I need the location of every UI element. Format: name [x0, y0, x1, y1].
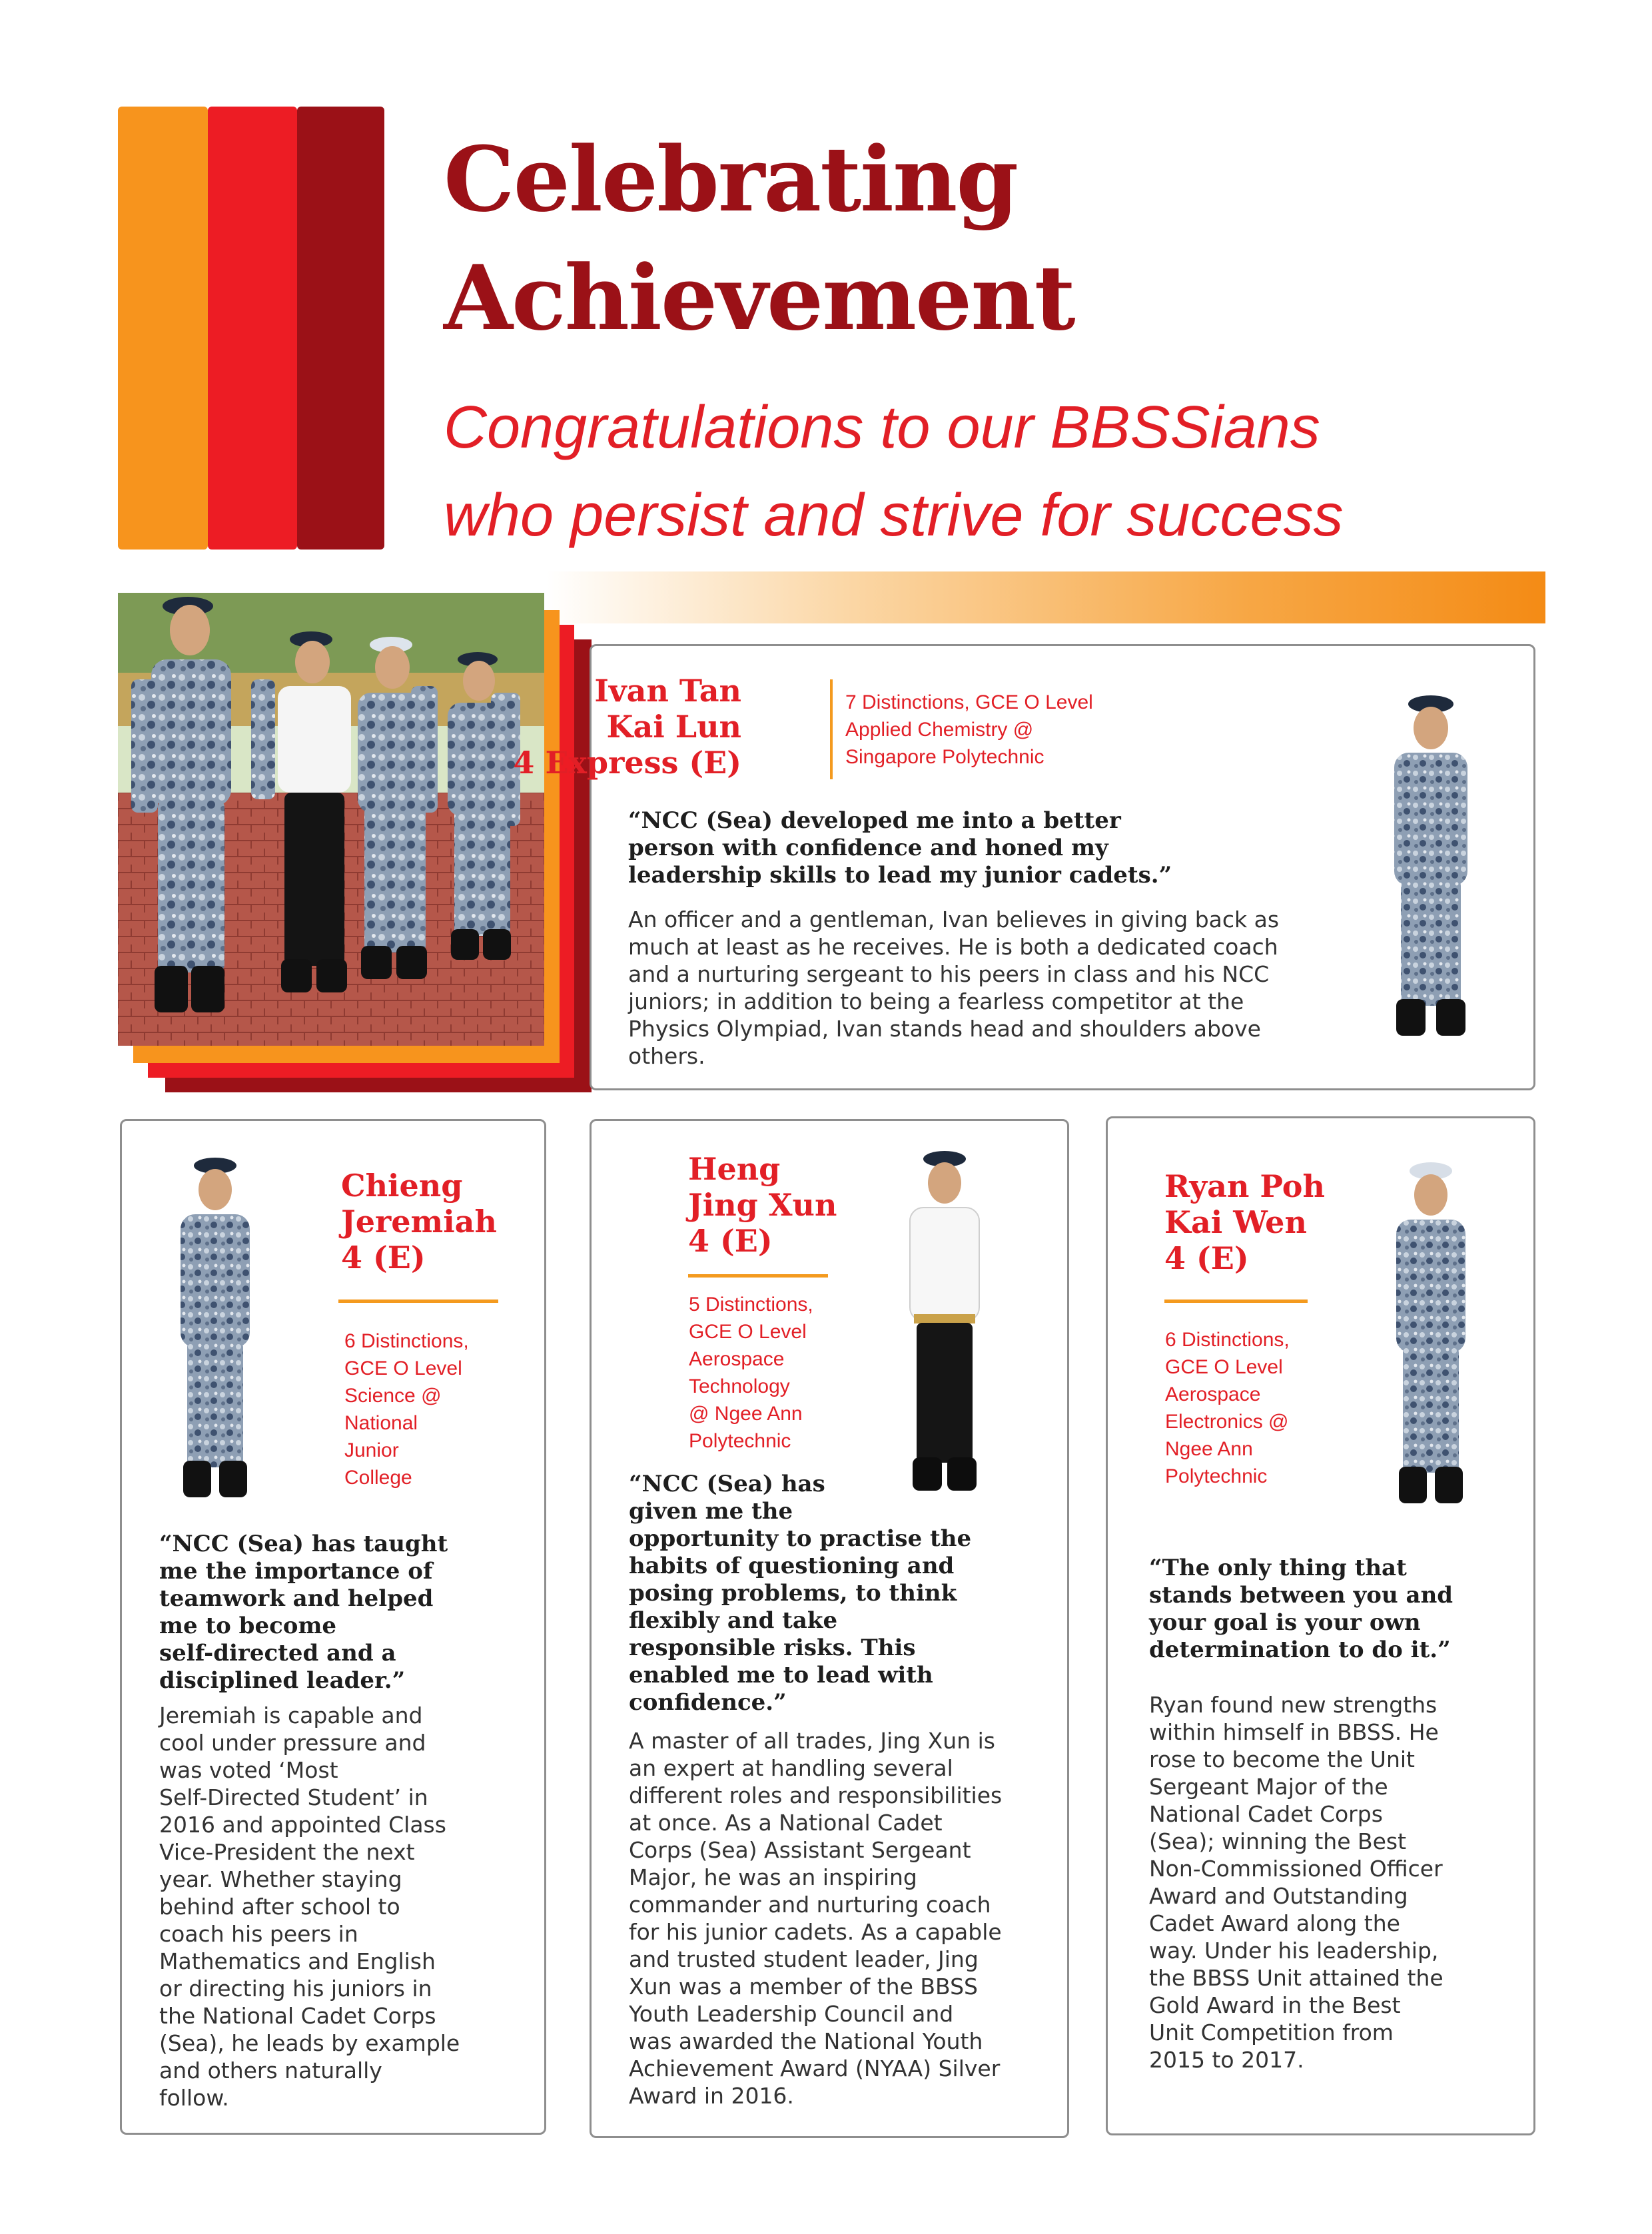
student-card-jing-xun — [590, 1119, 1069, 2138]
student-name — [513, 673, 741, 781]
red-bar — [208, 107, 297, 550]
body-line: or directing his juniors in — [159, 1976, 432, 2002]
fact-line: GCE O Level — [1165, 1356, 1283, 1378]
body-line: an expert at handling several — [629, 1755, 953, 1781]
student-quote — [628, 807, 1172, 889]
fact-line: 5 Distinctions, — [689, 1294, 813, 1315]
fact-line: Aerospace — [689, 1348, 785, 1370]
subtitle-line: who persist and strive for success — [444, 482, 1344, 549]
fact-line: Junior — [344, 1439, 399, 1461]
student-description — [1149, 1691, 1444, 2073]
dark-red-bar — [297, 107, 384, 550]
name-line: 4 Express (E) — [513, 745, 741, 781]
body-line: and a nurturing sergeant to his peers in class and his NCC — [628, 961, 1270, 987]
featured-student-card — [513, 644, 1535, 1090]
fact-line: College — [344, 1467, 412, 1489]
body-line: 2016 and appointed Class — [159, 1812, 446, 1838]
name-divider — [688, 1274, 828, 1278]
quote-line: person with confidence and honed my — [628, 835, 1108, 861]
fact-line: GCE O Level — [689, 1321, 807, 1343]
student-name — [341, 1168, 497, 1276]
quote-line: “NCC (Sea) has taught — [159, 1531, 448, 1557]
fact-line: GCE O Level — [344, 1357, 462, 1379]
body-line: An officer and a gentleman, Ivan believes in giving back as — [628, 907, 1280, 932]
name-line: 4 (E) — [341, 1240, 426, 1276]
orange-bar — [118, 107, 208, 550]
name-line: Chieng — [341, 1168, 463, 1204]
student-description — [629, 1727, 1002, 2109]
quote-line: stands between you and — [1149, 1582, 1453, 1609]
body-line: Xun was a member of the BBSS — [629, 1974, 978, 2000]
body-line: Vice-President the next — [159, 1839, 415, 1865]
gradient-band — [546, 571, 1545, 623]
fact-line: @ Ngee Ann — [689, 1403, 803, 1425]
body-line: (Sea), he leads by example — [159, 2030, 460, 2056]
student-achievements — [845, 689, 1093, 771]
body-line: Corps (Sea) Assistant Sergeant — [629, 1837, 971, 1863]
body-line: others. — [628, 1043, 705, 1069]
group-photo — [118, 593, 544, 1046]
page-title — [444, 120, 1074, 357]
fact-line: Technology — [689, 1375, 790, 1397]
title-line: Celebrating — [444, 127, 1018, 232]
quote-line: confidence.” — [629, 1689, 787, 1716]
body-line: National Cadet Corps — [1149, 1801, 1383, 1827]
body-line: Mathematics and English — [159, 1948, 436, 1974]
quote-line: leadership skills to lead my junior cadets.” — [628, 862, 1172, 889]
fact-line: 6 Distinctions, — [344, 1330, 469, 1352]
body-line: Gold Award in the Best — [1149, 1992, 1401, 2018]
quote-line: given me the — [629, 1498, 793, 1525]
student-name — [688, 1151, 837, 1259]
name-line: 4 (E) — [1164, 1240, 1249, 1276]
student-achievements — [1165, 1326, 1290, 1490]
body-line: was voted ‘Most — [159, 1757, 338, 1783]
body-line: was awarded the National Youth — [629, 2028, 983, 2054]
cadets-parade-image — [118, 593, 544, 1046]
body-line: Sergeant Major of the — [1149, 1774, 1388, 1800]
body-line: much at least as he receives. He is both a dedicated coach — [628, 934, 1278, 960]
quote-line: posing problems, to think — [629, 1580, 957, 1607]
quote-line: teamwork and helped — [159, 1585, 434, 1612]
quote-line: determination to do it.” — [1149, 1637, 1451, 1663]
fact-line: Electronics @ — [1165, 1411, 1289, 1433]
name-line: 4 (E) — [688, 1223, 773, 1259]
body-line: Youth Leadership Council and — [629, 2001, 954, 2027]
body-line: Ryan found new strengths — [1149, 1692, 1438, 1718]
body-line: cool under pressure and — [159, 1730, 426, 1756]
fact-line: Singapore Polytechnic — [845, 746, 1044, 768]
page-subtitle — [444, 384, 1344, 559]
quote-line: “The only thing that — [1149, 1555, 1407, 1581]
body-line: Award in 2016. — [629, 2083, 794, 2109]
name-line: Heng — [688, 1151, 781, 1187]
quote-line: enabled me to lead with — [629, 1662, 933, 1688]
fact-line: Polytechnic — [689, 1430, 791, 1452]
student-quote — [159, 1531, 448, 1694]
body-line: different roles and responsibilities — [629, 1782, 1003, 1808]
name-line: Ryan Poh — [1164, 1168, 1325, 1204]
fact-line: Science @ — [344, 1385, 442, 1407]
body-line: Non-Commissioned Officer — [1149, 1856, 1443, 1882]
body-line: (Sea); winning the Best — [1149, 1828, 1407, 1854]
body-line: A master of all trades, Jing Xun is — [629, 1728, 995, 1754]
name-line: Kai Lun — [606, 709, 741, 745]
fact-line: 7 Distinctions, GCE O Level — [845, 691, 1093, 713]
body-line: follow. — [159, 2085, 229, 2111]
fact-line: Applied Chemistry @ — [845, 719, 1034, 741]
name-line: Jeremiah — [341, 1204, 497, 1240]
student-description — [159, 1702, 460, 2111]
student-photo — [1371, 1155, 1491, 1511]
body-line: Award and Outstanding — [1149, 1883, 1408, 1909]
body-line: and trusted student leader, Jing — [629, 1946, 979, 1972]
quote-line: responsible risks. This — [629, 1635, 916, 1661]
student-name — [1164, 1168, 1325, 1276]
student-description — [628, 906, 1279, 1070]
student-quote — [629, 1471, 971, 1716]
body-line: rose to become the Unit — [1149, 1746, 1415, 1772]
student-achievements — [344, 1327, 469, 1491]
fact-line: Polytechnic — [1165, 1465, 1268, 1487]
quote-line: opportunity to practise the — [629, 1525, 972, 1552]
fact-line: Aerospace — [1165, 1383, 1261, 1405]
quote-line: “NCC (Sea) has — [629, 1471, 825, 1497]
name-line: Ivan Tan — [594, 673, 741, 709]
student-photo — [1364, 689, 1497, 1042]
name-divider — [830, 679, 833, 779]
body-line: year. Whether staying — [159, 1866, 402, 1892]
quote-line: me the importance of — [159, 1558, 433, 1585]
body-line: at once. As a National Cadet — [629, 1810, 943, 1836]
body-line: the National Cadet Corps — [159, 2003, 436, 2029]
body-line: the BBSS Unit attained the — [1149, 1965, 1444, 1991]
fact-line: National — [344, 1412, 418, 1434]
body-line: Self-Directed Student’ in — [159, 1784, 428, 1810]
student-achievements — [689, 1291, 813, 1455]
body-line: within himself in BBSS. He — [1149, 1719, 1439, 1745]
body-line: Achievement Award (NYAA) Silver — [629, 2055, 1001, 2081]
body-line: 2015 to 2017. — [1149, 2047, 1304, 2073]
quote-line: “NCC (Sea) developed me into a better — [628, 807, 1121, 834]
quote-line: your goal is your own — [1149, 1609, 1421, 1636]
student-photo — [885, 1144, 1005, 1497]
quote-line: flexibly and take — [629, 1607, 838, 1634]
quote-line: self-directed and a — [159, 1640, 396, 1667]
quote-line: disciplined leader.” — [159, 1667, 406, 1694]
body-line: Physics Olympiad, Ivan stands head and shoulders above — [628, 1016, 1261, 1042]
body-line: commander and nurturing coach — [629, 1892, 991, 1918]
fact-line: 6 Distinctions, — [1165, 1329, 1290, 1351]
student-card-jeremiah — [120, 1119, 546, 2135]
name-divider — [1164, 1300, 1308, 1303]
body-line: Cadet Award along the — [1149, 1910, 1400, 1936]
body-line: coach his peers in — [159, 1921, 358, 1947]
name-line: Jing Xun — [688, 1187, 837, 1223]
body-line: and others naturally — [159, 2057, 382, 2083]
student-photo — [155, 1151, 275, 1504]
fact-line: Ngee Ann — [1165, 1438, 1253, 1460]
body-line: way. Under his leadership, — [1149, 1938, 1439, 1964]
body-line: Major, he was an inspiring — [629, 1864, 917, 1890]
student-quote — [1149, 1555, 1453, 1664]
quote-line: habits of questioning and — [629, 1553, 955, 1579]
title-line: Achievement — [444, 245, 1074, 350]
body-line: Unit Competition from — [1149, 2020, 1394, 2046]
student-card-ryan — [1106, 1116, 1535, 2135]
body-line: juniors; in addition to being a fearless competitor at the — [628, 988, 1244, 1014]
quote-line: me to become — [159, 1613, 337, 1639]
name-divider — [338, 1300, 498, 1303]
name-line: Kai Wen — [1164, 1204, 1307, 1240]
subtitle-line: Congratulations to our BBSSians — [444, 394, 1320, 461]
body-line: Jeremiah is capable and — [159, 1702, 423, 1728]
body-line: behind after school to — [159, 1894, 400, 1920]
body-line: for his junior cadets. As a capable — [629, 1919, 1002, 1945]
